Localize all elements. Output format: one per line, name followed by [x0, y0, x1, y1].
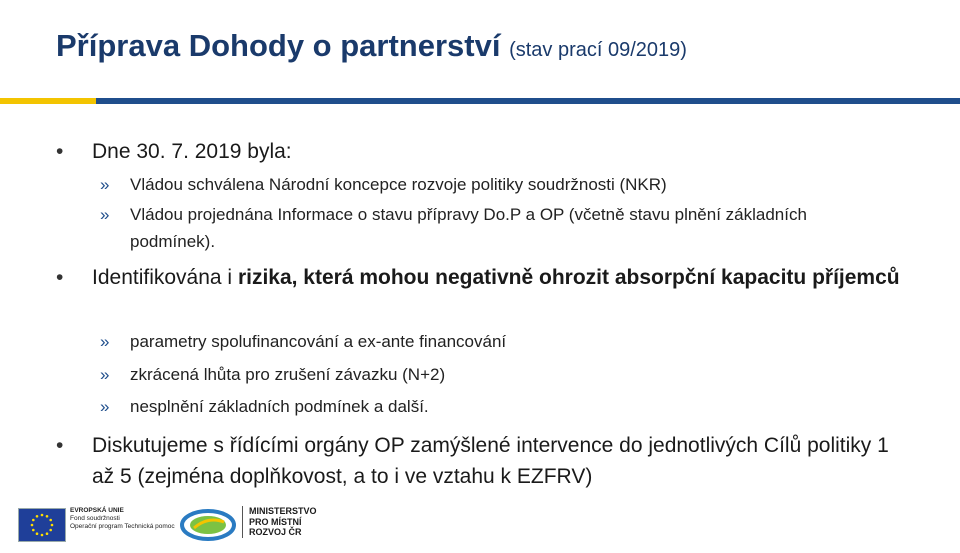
chevron-double-icon: »: [100, 397, 110, 416]
title-main: Příprava Dohody o partnerství: [56, 28, 501, 63]
sub-item-text: nesplnění základních podmínek a další.: [130, 397, 429, 416]
bullet-2-prefix: Identifikována i: [92, 266, 238, 289]
ministry-logo-text: MINISTERSTVO PRO MÍSTNÍ ROZVOJ ČR: [242, 506, 317, 538]
bullet-1-text: Dne 30. 7. 2019 byla:: [92, 140, 292, 163]
eu-flag-icon: [18, 508, 66, 542]
sub-item-text: Vládou projednána Informace o stavu přípravy Do.P a OP (včetně stavu plnění základních podmínek).: [130, 205, 807, 251]
chevron-double-icon: »: [100, 205, 110, 224]
sub-item-text: zkrácená lhůta pro zrušení závazku (N+2): [130, 365, 446, 384]
bullet-icon: •: [56, 434, 64, 457]
sub-item-text: parametry spolufinancování a ex-ante financování: [130, 332, 507, 351]
bullet-2-text: [92, 262, 912, 293]
bullet-icon: •: [56, 266, 64, 289]
eu-logo-text: EVROPSKÁ UNIE Fond soudržnosti Operační program Technická pomoc: [70, 507, 175, 530]
chevron-double-icon: »: [100, 365, 110, 384]
bullet-3-text: Diskutujeme s řídícími orgány OP zamýšlené intervence do jednotlivých Cílů politiky 1 až 5 (zejména doplňkovost, a to i ve vztahu k EZFRV): [92, 434, 889, 488]
chevron-double-icon: »: [100, 175, 110, 194]
footer: [0, 500, 960, 553]
ministry-logo-icon: [180, 508, 236, 542]
bullet-icon: •: [56, 140, 64, 163]
chevron-double-icon: »: [100, 332, 110, 351]
title-subtitle: (stav prací 09/2019): [509, 39, 687, 61]
accent-bar-blue: [96, 98, 960, 104]
bullet-2-bold: rizika, která mohou negativně ohrozit absorpční kapacitu příjemců: [237, 266, 900, 289]
accent-bar-yellow: [0, 98, 96, 104]
sub-item-text: Vládou schválena Národní koncepce rozvoje politiky soudržnosti (NKR): [130, 175, 667, 194]
page-title: [56, 28, 687, 64]
